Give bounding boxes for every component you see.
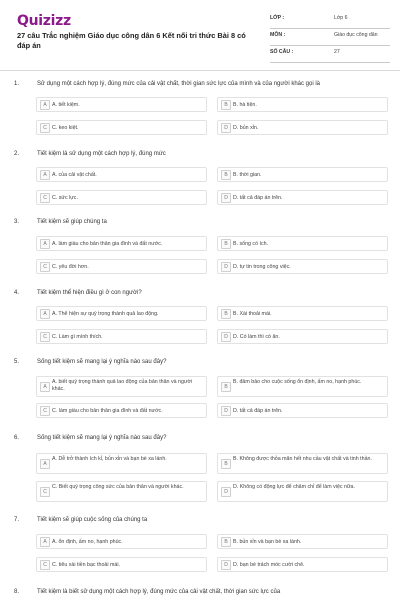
option-letter-badge: A bbox=[40, 170, 50, 180]
answer-option-a[interactable] bbox=[36, 534, 207, 549]
option-text: A. làm giàu cho bản thân gia đình và đất nước. bbox=[52, 240, 163, 247]
option-text: D. tất cả đáp án trên. bbox=[233, 194, 283, 201]
answer-option-b[interactable] bbox=[217, 97, 388, 112]
answer-option-b[interactable] bbox=[217, 306, 388, 321]
answer-option-b[interactable] bbox=[217, 167, 388, 182]
answer-option-d[interactable] bbox=[217, 190, 388, 205]
question-number: 8. bbox=[14, 589, 20, 595]
option-letter-badge: B bbox=[221, 100, 231, 110]
option-letter-badge: C bbox=[40, 332, 50, 342]
meta-value: Lớp 6 bbox=[334, 15, 348, 21]
option-letter-badge: B bbox=[221, 239, 231, 249]
option-text: D. tự tin trong công việc. bbox=[233, 263, 291, 270]
option-letter-badge: C bbox=[40, 193, 50, 203]
question-text: Tiết kiệm sẽ giúp chúng ta bbox=[37, 219, 107, 225]
option-text: D. Không có động lực để chăm chỉ để làm việc nữa. bbox=[233, 484, 355, 490]
answer-option-c[interactable] bbox=[36, 403, 207, 418]
option-text: B. thời gian. bbox=[233, 171, 262, 178]
answer-option-d[interactable] bbox=[217, 120, 388, 135]
option-text: B. bủn xỉn và bạn bè xa lánh. bbox=[233, 538, 302, 545]
answer-option-b[interactable] bbox=[217, 376, 388, 397]
document-title: 27 câu Trắc nghiệm Giáo dục công dân 6 Kết nối tri thức Bài 8 có đáp án bbox=[17, 31, 246, 50]
option-text: A. Thể hiện sự quý trọng thành quả lao động. bbox=[52, 310, 159, 317]
option-letter-badge: C bbox=[40, 406, 50, 416]
option-letter-badge: A bbox=[40, 537, 50, 547]
option-text: D. Có làm thì có ăn. bbox=[233, 333, 280, 340]
answer-option-c[interactable] bbox=[36, 120, 207, 135]
option-letter-badge: A bbox=[40, 382, 50, 392]
option-letter-badge: D bbox=[221, 332, 231, 342]
question-text: Tiết kiệm là sử dụng một cách hợp lý, đúng mức bbox=[37, 151, 166, 157]
meta-label: LỚP : bbox=[270, 15, 285, 21]
option-letter-badge: D bbox=[221, 560, 231, 570]
option-text: C. Biết quý trọng công sức của bản thân và người khác. bbox=[52, 484, 184, 490]
answer-option-a[interactable] bbox=[36, 97, 207, 112]
option-text: D. tất cả đáp án trên. bbox=[233, 407, 283, 414]
answer-option-a[interactable] bbox=[36, 453, 207, 474]
option-text: B. Không được thỏa mãn hết nhu cầu vật chất và tinh thần. bbox=[233, 456, 372, 462]
option-letter-badge: D bbox=[221, 406, 231, 416]
option-text: C. tiêu xài tiền bạc thoải mái. bbox=[52, 561, 121, 568]
option-text: B. sống có ích. bbox=[233, 240, 269, 247]
option-letter-badge: D bbox=[221, 262, 231, 272]
option-text: A. biết quý trọng thành quả lao động của bản thân và người khác. bbox=[52, 379, 193, 392]
quizizz-logo: Quizizz bbox=[17, 13, 71, 29]
option-letter-badge: A bbox=[40, 100, 50, 110]
option-letter-badge: C bbox=[40, 262, 50, 272]
question-text: Tiết kiệm thể hiện điều gì ở con người? bbox=[37, 290, 142, 296]
answer-option-a[interactable] bbox=[36, 167, 207, 182]
option-text: C. keo kiệt. bbox=[52, 124, 79, 131]
option-text: A. của cải vật chất. bbox=[52, 171, 97, 178]
question-number: 6. bbox=[14, 435, 20, 441]
option-letter-badge: C bbox=[40, 123, 50, 133]
answer-option-b[interactable] bbox=[217, 534, 388, 549]
option-text: D. bạn bè trách móc cười chê. bbox=[233, 561, 305, 568]
meta-value: 27 bbox=[334, 49, 340, 56]
question-text: Tiết kiệm sẽ giúp cuộc sống của chúng ta bbox=[37, 517, 148, 523]
option-letter-badge: D bbox=[221, 487, 231, 497]
option-letter-badge: D bbox=[221, 193, 231, 203]
option-letter-badge: A bbox=[40, 309, 50, 319]
option-text: A. tiết kiệm. bbox=[52, 101, 80, 108]
answer-option-d[interactable] bbox=[217, 557, 388, 572]
option-text: A. Dễ trở thành ích kỉ, bủn xỉn và bạn bè xa lánh. bbox=[52, 456, 167, 462]
answer-option-c[interactable] bbox=[36, 481, 207, 502]
answer-option-d[interactable] bbox=[217, 259, 388, 274]
option-text: C. sức lực. bbox=[52, 194, 78, 201]
question-number: 4. bbox=[14, 290, 20, 296]
answer-option-a[interactable] bbox=[36, 376, 207, 397]
option-letter-badge: D bbox=[221, 123, 231, 133]
question-text: Sống tiết kiệm sẽ mang lại ý nghĩa nào sau đây? bbox=[37, 359, 167, 365]
meta-label: SỐ CÂU : bbox=[270, 49, 294, 56]
option-letter-badge: B bbox=[221, 170, 231, 180]
meta-value: Giáo dục công dân bbox=[334, 32, 378, 39]
question-text: Sống tiết kiệm sẽ mang lại ý nghĩa nào sau đây? bbox=[37, 435, 167, 441]
question-number: 7. bbox=[14, 517, 20, 523]
answer-option-a[interactable] bbox=[36, 236, 207, 251]
option-letter-badge: B bbox=[221, 382, 231, 392]
question-number: 5. bbox=[14, 359, 20, 365]
answer-option-c[interactable] bbox=[36, 329, 207, 344]
answer-option-d[interactable] bbox=[217, 481, 388, 502]
option-letter-badge: C bbox=[40, 560, 50, 570]
answer-option-d[interactable] bbox=[217, 403, 388, 418]
option-letter-badge: A bbox=[40, 459, 50, 469]
option-text: B. đảm bảo cho cuộc sống ổn định, ấm no, hạnh phúc. bbox=[233, 379, 362, 385]
option-text: A. ổn định, ấm no, hạnh phúc. bbox=[52, 538, 123, 545]
question-number: 1. bbox=[14, 81, 20, 87]
option-letter-badge: B bbox=[221, 309, 231, 319]
option-text: C. làm giàu cho bản thân gia đình và đất nước. bbox=[52, 407, 163, 414]
answer-option-a[interactable] bbox=[36, 306, 207, 321]
question-number: 2. bbox=[14, 151, 20, 157]
answer-option-c[interactable] bbox=[36, 259, 207, 274]
option-text: C. yêu đời hơn. bbox=[52, 263, 89, 270]
answer-option-c[interactable] bbox=[36, 557, 207, 572]
question-text: Sử dụng một cách hợp lý, đúng mức của cải vật chất, thời gian sức lực của mình và của người khác gọi là bbox=[37, 81, 321, 87]
question-number: 3. bbox=[14, 219, 20, 225]
option-letter-badge: B bbox=[221, 537, 231, 547]
answer-option-c[interactable] bbox=[36, 190, 207, 205]
meta-label: MÔN : bbox=[270, 32, 286, 39]
answer-option-b[interactable] bbox=[217, 453, 388, 474]
answer-option-d[interactable] bbox=[217, 329, 388, 344]
option-letter-badge: C bbox=[40, 487, 50, 497]
option-letter-badge: A bbox=[40, 239, 50, 249]
answer-option-b[interactable] bbox=[217, 236, 388, 251]
question-text: Tiết kiệm là biết sử dụng một cách hợp lý, đúng mức của cải vật chất, thời gian sức lực của bbox=[37, 589, 281, 595]
option-letter-badge: B bbox=[221, 459, 231, 469]
option-text: B. Xài thoải mái. bbox=[233, 310, 272, 317]
option-text: C. Làm gì mình thích. bbox=[52, 333, 103, 340]
option-text: D. bủn xỉn. bbox=[233, 124, 259, 131]
option-text: B. hà tiện. bbox=[233, 101, 257, 108]
